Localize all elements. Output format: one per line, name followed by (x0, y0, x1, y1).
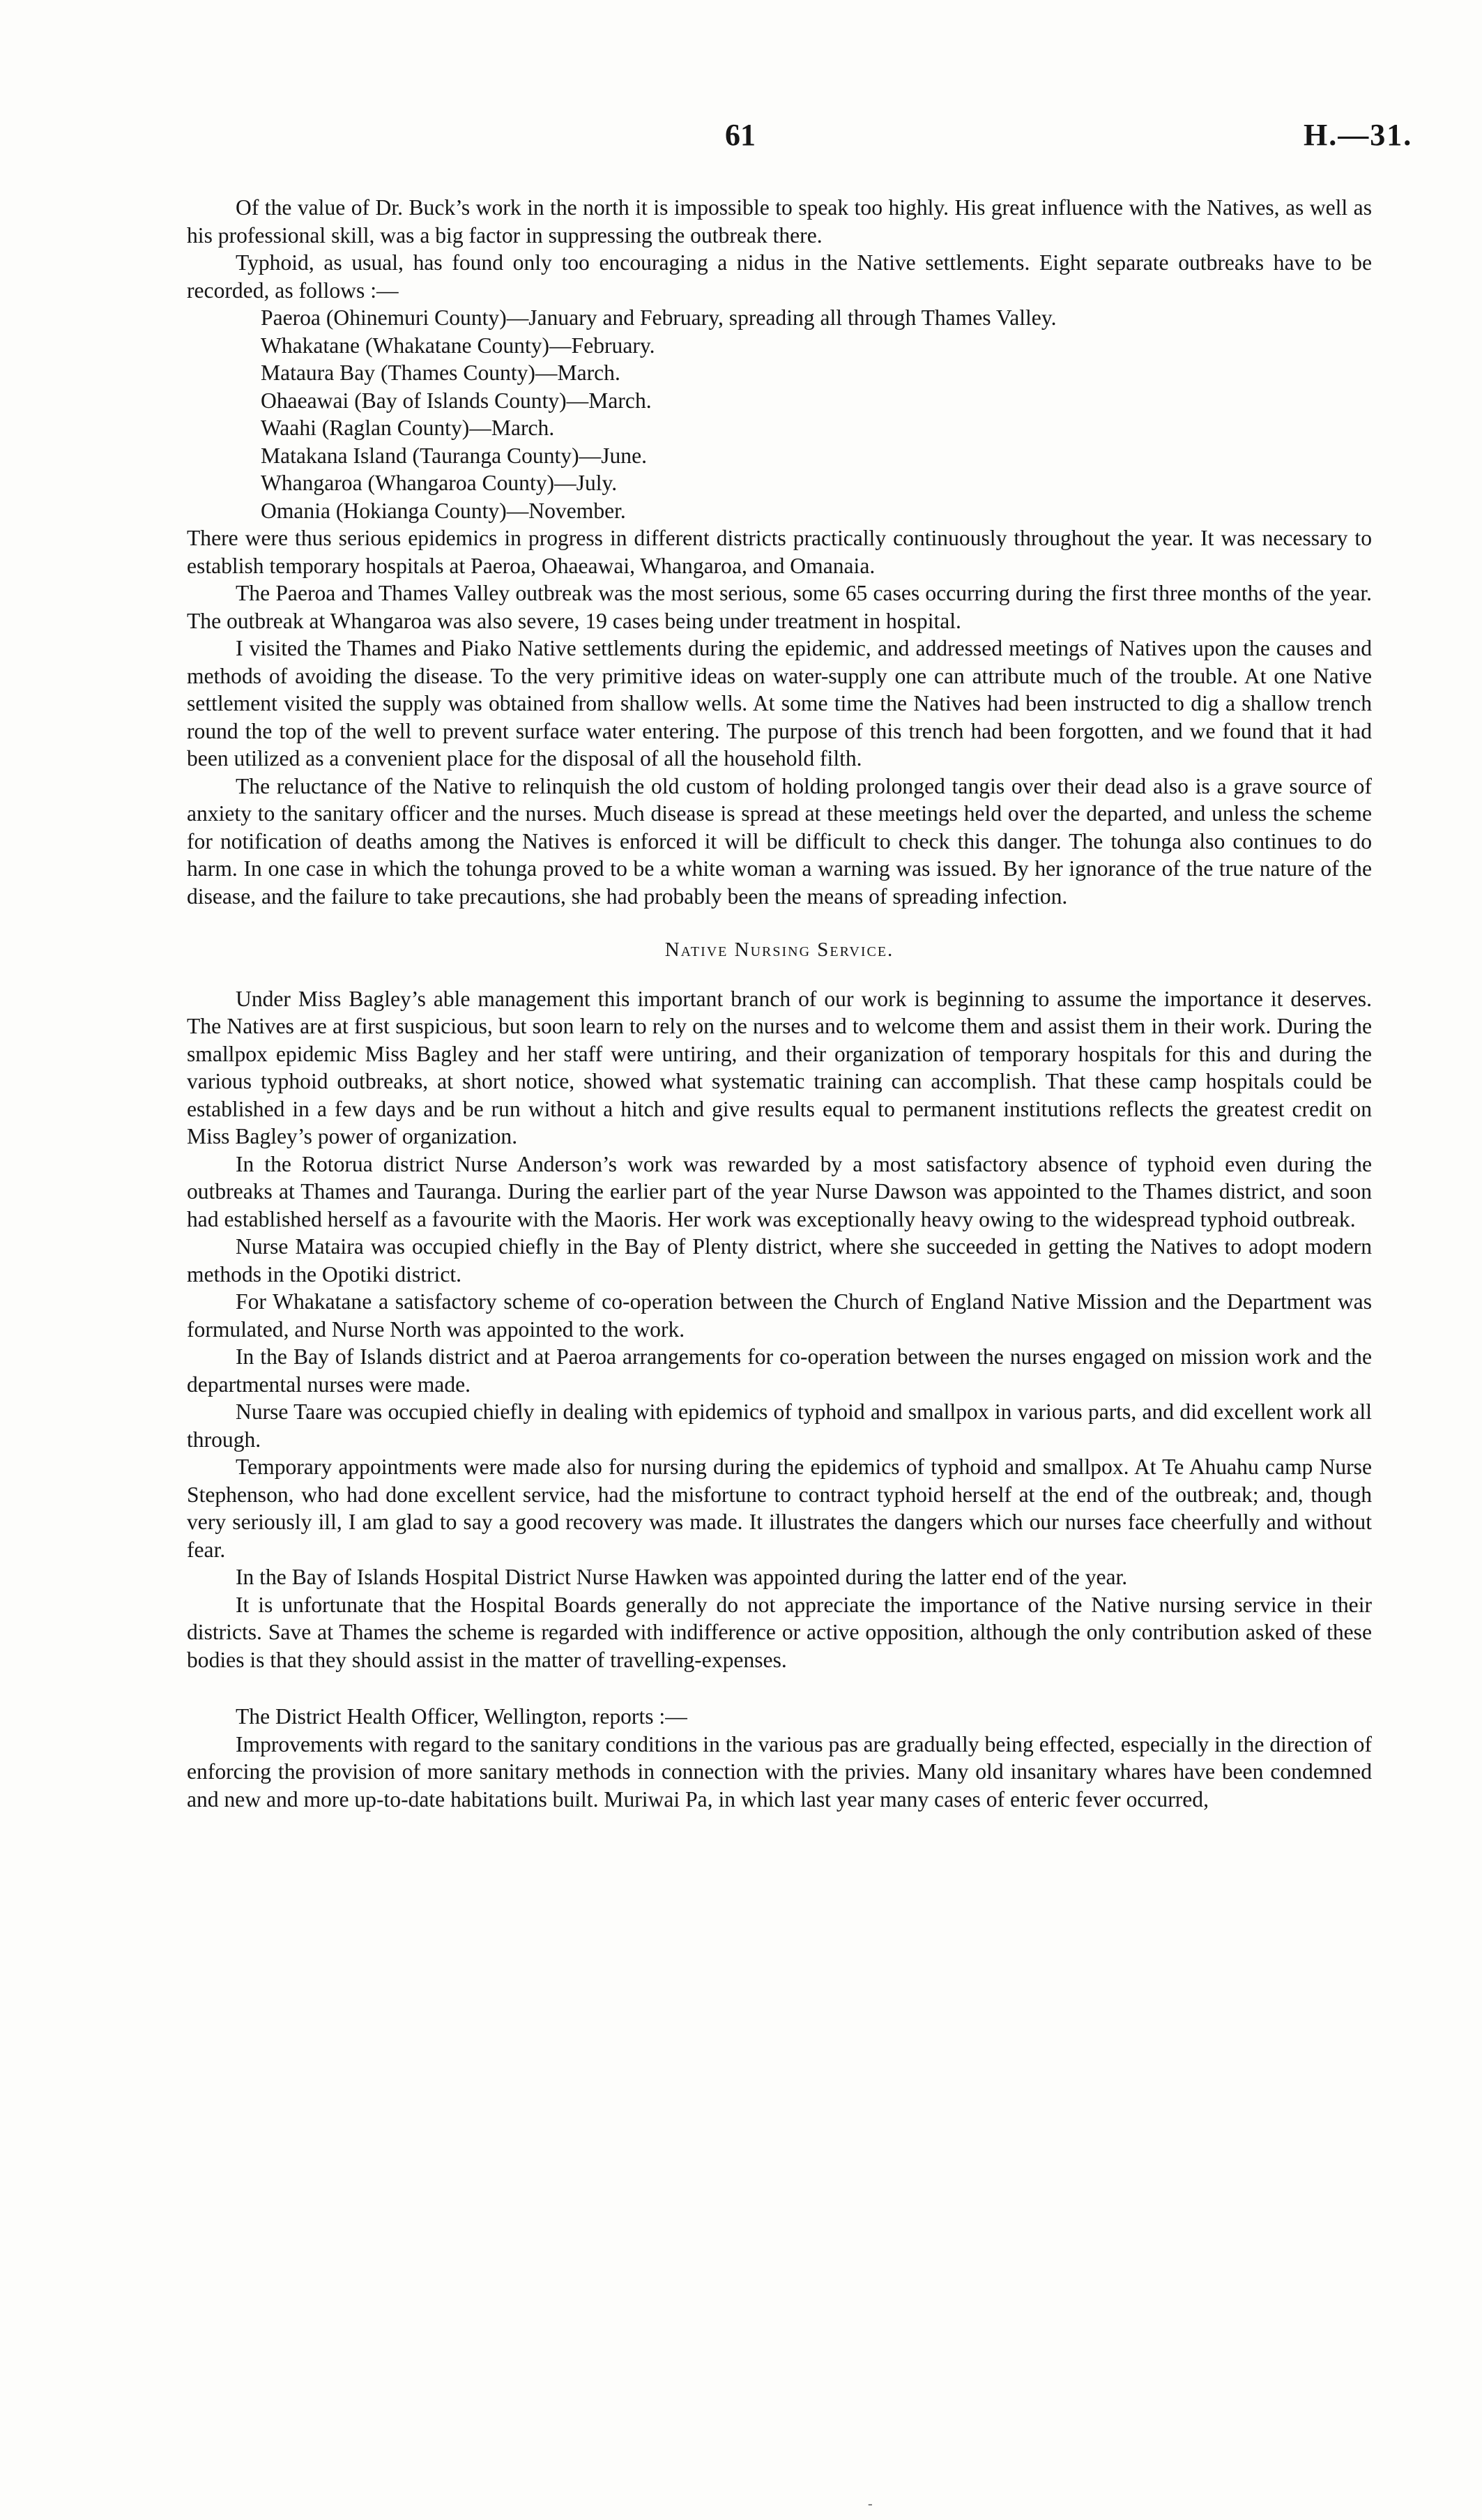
section-heading: Native Nursing Service. (664, 939, 894, 961)
list-item: Matakana Island (Tauranga County)—June. (261, 443, 648, 468)
paragraph: The District Health Officer, Wellington, reports :— (236, 1704, 687, 1729)
paragraph: In the Rotorua district Nurse Anderson’s work was rewarded by a most satisfactory absence of typhoid even during the outbreaks at Thames and Tauranga. During the earlier part of the year Nurse Dawson was appointed to the Thames district, and soon had established herself as a favourite with the Maoris. Her work was exceptionally heavy owing to the widespread typhoid outbreak. (187, 1151, 1372, 1231)
paragraph: Temporary appointments were made also for nursing during the epidemics of typhoid and smallpox. At Te Ahuahu camp Nurse Stephenson, who had done excellent service, had the misfortune to contract typhoid herself at the end of the outbreak; and, though very seriously ill, I am glad to say a good recovery was made. It illustrates the dangers which our nurses face cheerfully and without fear. (187, 1455, 1372, 1562)
list-item: Whakatane (Whakatane County)—February. (261, 333, 655, 358)
paragraph: Typhoid, as usual, has found only too encouraging a nidus in the Native settlements. Eight separate outbreaks have to be recorded, as follows :— (187, 250, 1372, 303)
list-item: Paeroa (Ohinemuri County)—January and February, spreading all through Thames Valley. (261, 305, 1057, 330)
paragraph: It is unfortunate that the Hospital Boards generally do not appreciate the importance of the Native nursing service in their districts. Save at Thames the scheme is regarded with indifference or active opposition, although the only contribution asked of these bodies is that they should assist in the matter of travelling-expenses. (187, 1592, 1372, 1672)
body-text (187, 194, 1372, 1813)
paragraph: Under Miss Bagley’s able management this important branch of our work is beginning to assume the importance it deserves. The Natives are at first suspicious, but soon learn to rely on the nurses and to welcome them and assist them in their work. During the smallpox epidemic Miss Bagley and her staff were untiring, and their organization of temporary hospitals for this and during the various typhoid outbreaks, at short notice, showed what systematic training can accomplish. That these camp hospitals could be established in a few days and be run without a hitch and give results equal to permanent institutions reflects the greatest credit on Miss Bagley’s power of organization. (187, 986, 1372, 1148)
list-item: Whangaroa (Whangaroa County)—July. (261, 471, 618, 495)
paragraph: Improvements with regard to the sanitary conditions in the various pas are gradually being effected, especially in the direction of enforcing the provision of more sanitary methods in connection with the privies. Many old insanitary whares have been condemned and new and more up-to-date habitations built. Muriwai Pa, in which last year many cases of enteric fever occurred, (187, 1731, 1372, 1812)
page-number: 61 (725, 118, 756, 152)
list-item: Mataura Bay (Thames County)—March. (261, 360, 620, 385)
list-item: Ohaeawai (Bay of Islands County)—March. (261, 388, 652, 413)
list-item: Waahi (Raglan County)—March. (261, 416, 555, 440)
paragraph: Nurse Taare was occupied chiefly in dealing with epidemics of typhoid and smallpox in various parts, and did excellent work all through. (187, 1399, 1372, 1452)
footer-mark: - (868, 2496, 873, 2512)
paragraph: The reluctance of the Native to relinquish the old custom of holding prolonged tangis over their dead also is a grave source of anxiety to the sanitary officer and the nurses. Much disease is spread at these meetings held over the departed, and unless the scheme for notification of deaths among the Natives is enforced it will be difficult to check this danger. The tohunga also continues to do harm. In one case in which the tohunga proved to be a white woman a warning was issued. By her ignorance of the true nature of the disease, and the failure to take precautions, she had probably been the means of spreading infection. (187, 773, 1372, 909)
list-item: Omania (Hokianga County)—November. (261, 498, 626, 523)
document-reference: H.—31. (1304, 118, 1413, 152)
paragraph: In the Bay of Islands Hospital District Nurse Hawken was appointed during the latter end of the year. (236, 1565, 1128, 1589)
paragraph: In the Bay of Islands district and at Paeroa arrangements for co-operation between the nurses engaged on mission work and the departmental nurses were made. (187, 1344, 1372, 1397)
paragraph: The Paeroa and Thames Valley outbreak was the most serious, some 65 cases occurring during the first three months of the year. The outbreak at Whangaroa was also severe, 19 cases being under treatment in hospital. (187, 581, 1372, 633)
paragraph: For Whakatane a satisfactory scheme of co-operation between the Church of England Native Mission and the Department was formulated, and Nurse North was appointed to the work. (187, 1289, 1372, 1342)
paragraph: I visited the Thames and Piako Native settlements during the epidemic, and addressed meetings of Natives upon the causes and methods of avoiding the disease. To the very primitive ideas on water-supply one can attribute much of the trouble. At one Native settlement visited the supply was obtained from shallow wells. At some time the Natives had been instructed to dig a shallow trench round the top of the well to prevent surface water entering. The purpose of this trench had been forgotten, and we found that it had been utilized as a convenient place for the disposal of all the household filth. (187, 636, 1372, 771)
page-header (0, 117, 1482, 166)
paragraph: Of the value of Dr. Buck’s work in the north it is impossible to speak too highly. His great influence with the Natives, as well as his professional skill, was a big factor in suppressing the outbreak there. (187, 195, 1372, 248)
spacer (187, 1673, 1372, 1703)
outbreak-list (187, 304, 1372, 524)
paragraph: Nurse Mataira was occupied chiefly in the Bay of Plenty district, where she succeeded in getting the Natives to adopt modern methods in the Opotiki district. (187, 1234, 1372, 1286)
paragraph: There were thus serious epidemics in progress in different districts practically continuously throughout the year. It was necessary to establish temporary hospitals at Paeroa, Ohaeawai, Whangaroa, and Omanaia. (187, 526, 1372, 578)
